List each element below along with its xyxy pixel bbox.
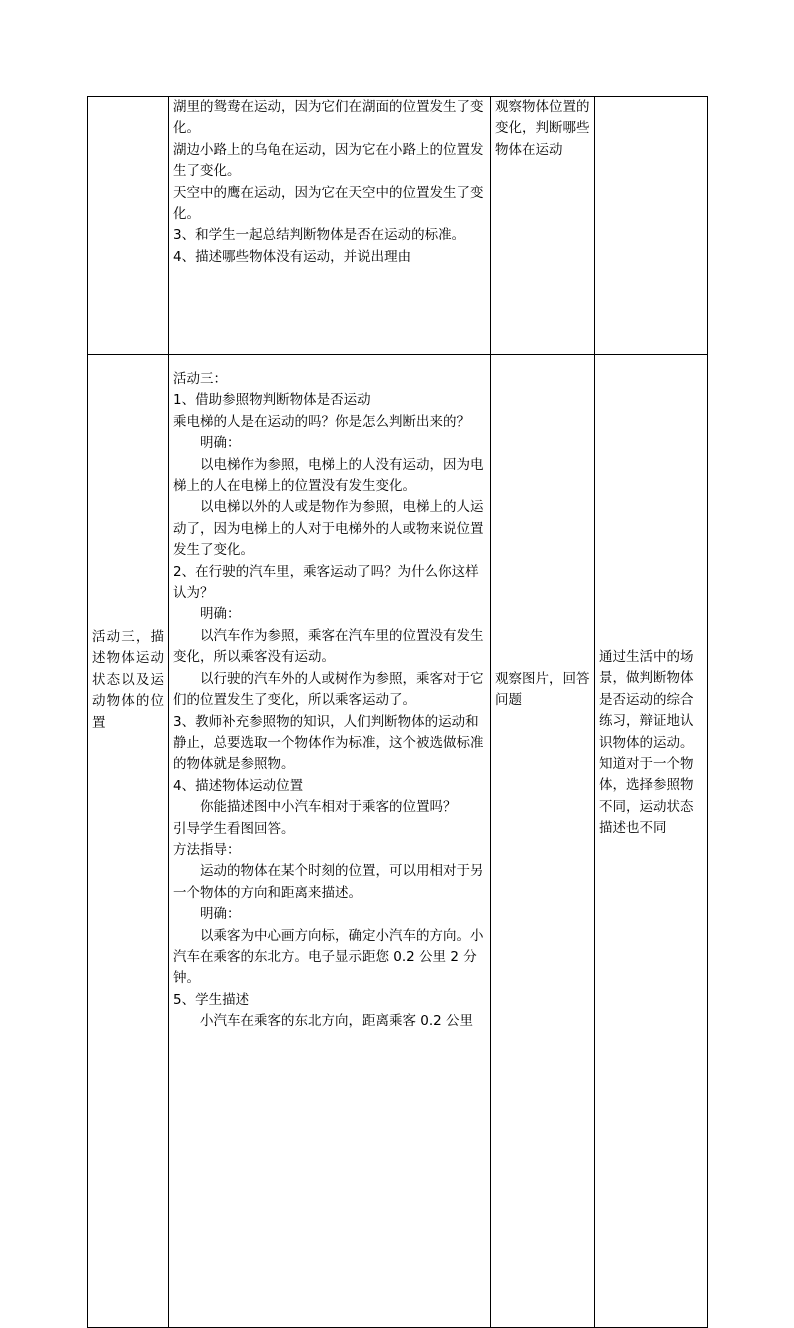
text-line: 天空中的鹰在运动，因为它在天空中的位置发生了变化。: [173, 184, 484, 223]
text-line: 明确：: [200, 435, 241, 452]
student-activity-cell: [491, 97, 595, 355]
text-line: 以行驶的汽车外的人或树作为参照，乘客对于它们的位置发生了变化，所以乘客运动了。: [173, 670, 484, 709]
activity-name-cell-empty: [88, 97, 169, 355]
text-line: 乘电梯的人是在运动的吗？你是怎么判断出来的？: [173, 413, 470, 430]
text-line: 4、描述哪些物体没有运动，并说出理由: [173, 248, 412, 265]
text-line: 5、学生描述: [173, 991, 250, 1008]
text-line: 1、借助参照物判断物体是否运动: [173, 392, 371, 409]
text-line: 通过生活中的场景，做判断物体是否运动的综合练习，辩证地认识物体的运动。知道对于一个物体，选择参照物不同，运动状态描述也不同: [599, 649, 694, 837]
activity-heading: 活动三：: [173, 371, 227, 387]
lesson-plan-table: [87, 96, 708, 1328]
text-line: 湖边小路上的乌龟在运动，因为它在小路上的位置发生了变化。: [173, 141, 484, 180]
text-line: 以电梯作为参照，电梯上的人没有运动，因为电梯上的人在电梯上的位置没有发生变化。: [173, 456, 484, 495]
text-line: 3、和学生一起总结判断物体是否在运动的标准。: [173, 227, 466, 244]
text-line: 以电梯以外的人或是物作为参照，电梯上的人运动了，因为电梯上的人对于电梯外的人或物来说位置发生了变化。: [173, 499, 484, 559]
activity-name: 活动三，描述物体运动状态以及运动物体的位置: [92, 629, 164, 731]
text-line: 明确：: [200, 606, 241, 623]
text-line: 4、描述物体运动位置: [173, 777, 304, 794]
text-line: 观察物体位置的变化，判断哪些物体在运动: [495, 99, 590, 158]
text-line: 观察图片，回答问题: [495, 671, 590, 709]
teacher-activity-cell: [169, 97, 491, 355]
design-intent-cell-empty: [595, 97, 708, 355]
table-row: [88, 355, 708, 1328]
text-line: 明确：: [200, 906, 241, 923]
student-activity-cell: [491, 355, 595, 1328]
activity-name-cell: [88, 355, 169, 1328]
table-row: [88, 97, 708, 355]
text-line: 你能描述图中小汽车相对于乘客的位置吗？: [200, 799, 457, 816]
text-line: 2、在行驶的汽车里，乘客运动了吗？为什么你这样认为？: [173, 563, 479, 602]
text-line: 小汽车在乘客的东北方向，距离乘客 0.2 公里: [200, 1013, 474, 1030]
teacher-activity-cell: [169, 355, 491, 1328]
text-line: 以乘客为中心画方向标，确定小汽车的方向。小汽车在乘客的东北方。电子显示距您 0.2 公里 2 分钟。: [173, 927, 484, 987]
text-line: 方法指导：: [173, 841, 241, 858]
text-line: 运动的物体在某个时刻的位置，可以用相对于另一个物体的方向和距离来描述。: [173, 863, 484, 901]
text-line: 引导学生看图回答。: [173, 820, 295, 837]
text-line: 3、教师补充参照物的知识，人们判断物体的运动和静止，总要选取一个物体作为标准，这个被选做标准的物体就是参照物。: [173, 713, 484, 773]
text-line: 以汽车作为参照，乘客在汽车里的位置没有发生变化，所以乘客没有运动。: [173, 627, 484, 666]
design-intent-cell: [595, 355, 708, 1328]
text-line: 湖里的鸳鸯在运动，因为它们在湖面的位置发生了变化。: [173, 99, 484, 137]
